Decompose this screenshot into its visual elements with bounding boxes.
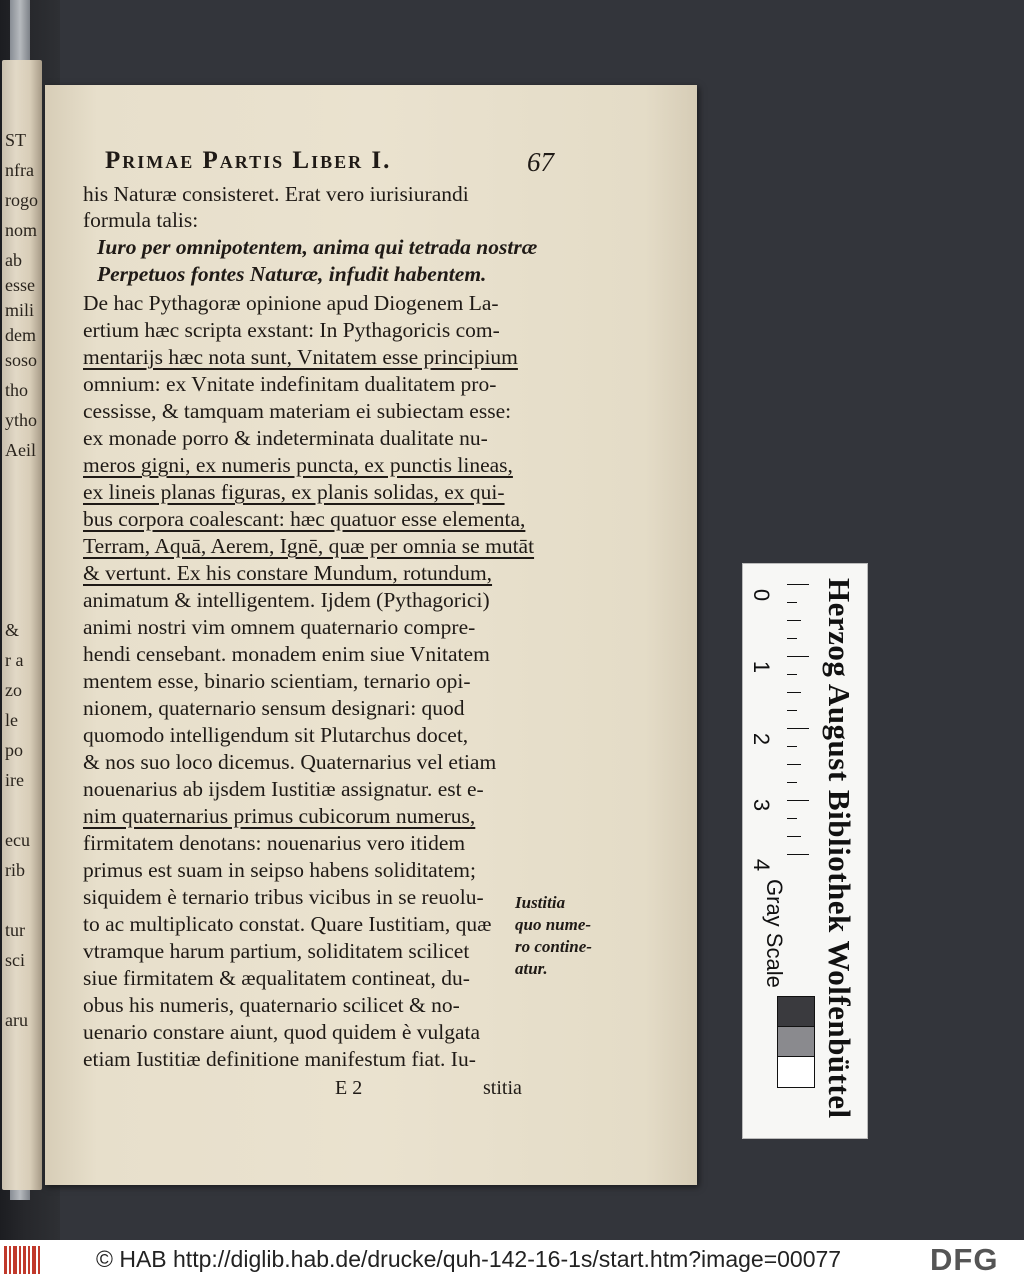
- text-line: Terram, Aquā, Aerem, Ignē, quæ per omnia se mutāt: [83, 534, 535, 558]
- ruler-number: 0: [749, 588, 775, 602]
- prev-page-fragment: ecu: [5, 830, 30, 850]
- ruler-tick: [787, 800, 809, 801]
- gray-swatch-dark: [777, 996, 815, 1028]
- prev-page-fragment: mili: [5, 300, 35, 320]
- text-line: etiam Iustitiæ definitione manifestum fiat. Iu-: [83, 1047, 476, 1071]
- prev-page-fragment: le: [5, 710, 18, 730]
- ruler-tick: [787, 764, 801, 765]
- gray-swatch-light: [777, 1056, 815, 1088]
- prev-page-fragment: soso: [5, 350, 38, 370]
- gray-swatch-mid: [777, 1026, 815, 1058]
- text-line: animatum & intelligentem. Ijdem (Pythagorici): [83, 588, 490, 612]
- ruler-tick: [787, 746, 797, 747]
- ruler-tick: [787, 818, 797, 819]
- ruler-tick: [787, 620, 801, 621]
- text-line: bus corpora coalescant: hæc quatuor esse elementa,: [83, 507, 526, 531]
- ruler-tick: [787, 710, 797, 711]
- ruler-tick: [787, 692, 801, 693]
- text-line: siquidem è ternario tribus vicibus in se reuolu-: [83, 885, 484, 909]
- text-line: & nos suo loco dicemus. Quaternarius vel etiam: [83, 750, 497, 774]
- prev-page-fragment: ST: [5, 130, 27, 150]
- ruler: [749, 574, 809, 988]
- ruler-tick: [787, 656, 809, 657]
- text-line: meros gigni, ex numeris puncta, ex punctis lineas,: [83, 453, 513, 477]
- library-name: Herzog August Bibliothek Wolfenbüttel: [822, 578, 857, 1119]
- scale-title: [813, 578, 857, 1128]
- prev-page-fragment: ire: [5, 770, 24, 790]
- ruler-number: 1: [749, 660, 775, 674]
- scale-bar: [742, 563, 868, 1139]
- prev-page-fragment: ytho: [5, 410, 38, 430]
- barcode-icon: [4, 1246, 42, 1274]
- page-number: 67: [527, 147, 554, 177]
- verse-line: Perpetuos fontes Naturæ, infudit habentem.: [97, 262, 487, 286]
- ruler-number: 3: [749, 798, 775, 812]
- prev-page-fragment: sci: [5, 950, 25, 970]
- text-line: siue firmitatem & æqualitatem contineat, du-: [83, 966, 470, 990]
- text-line: omnium: ex Vnitate indefinitam dualitatem pro-: [83, 372, 497, 396]
- text-line: nouenarius ab ijsdem Iustitiæ assignatur. est e-: [83, 777, 484, 801]
- prev-page-fragment: rib: [5, 860, 25, 880]
- gray-scale-label: Gray Scale: [762, 879, 787, 988]
- marginal-note: quo nume-: [515, 915, 592, 934]
- text-line: animi nostri vim omnem quaternario compre-: [83, 615, 476, 639]
- ruler-tick: [787, 836, 801, 837]
- prev-page-fragment: Aeil: [5, 440, 36, 460]
- ruler-number: 2: [749, 732, 775, 746]
- text-line: mentem esse, binario scientiam, ternario opi-: [83, 669, 471, 693]
- text-line: firmitatem denotans: nouenarius vero itidem: [83, 831, 466, 855]
- running-head: Primae Partis Liber I.: [105, 147, 392, 174]
- text-line: ertium hæc scripta exstant: In Pythagoricis com-: [83, 318, 500, 342]
- ruler-tick: [787, 674, 797, 675]
- prev-page-fragment: ab: [5, 250, 22, 270]
- ruler-tick: [787, 782, 797, 783]
- text-line: ex lineis planas figuras, ex planis solidas, ex qui-: [83, 480, 505, 504]
- marginal-note: Iustitia: [515, 893, 566, 912]
- ruler-tick: [787, 728, 809, 729]
- ruler-number: 4: [749, 858, 775, 872]
- ruler-tick: [787, 602, 797, 603]
- text-line: vtramque harum partium, soliditatem scilicet: [83, 939, 470, 963]
- prev-page-fragment: dem: [5, 325, 36, 345]
- signature-mark: E 2: [335, 1077, 363, 1099]
- ruler-tick: [787, 854, 809, 855]
- catchword: stitia: [483, 1077, 522, 1099]
- prev-page-fragment: tho: [5, 380, 29, 400]
- copyright-url[interactable]: © HAB http://diglib.hab.de/drucke/quh-142-16-1s/start.htm?image=00077: [96, 1246, 842, 1272]
- prev-page-fragment: rogo: [5, 190, 38, 210]
- book-page: [45, 85, 697, 1185]
- text-line: mentarijs hæc nota sunt, Vnitatem esse principium: [83, 345, 518, 369]
- ruler-tick: [787, 584, 809, 585]
- text-line: nim quaternarius primus cubicorum numerus,: [83, 804, 476, 828]
- prev-page-fragment: r a: [5, 650, 24, 670]
- marginal-note: ro contine-: [515, 937, 592, 956]
- text-line: his Naturæ consisteret. Erat vero iurisiurandi: [83, 182, 469, 206]
- prev-page-fragment: nom: [5, 220, 38, 240]
- prev-page-fragment: aru: [5, 1010, 28, 1030]
- marginal-note: atur.: [515, 959, 548, 978]
- previous-page-edge: [2, 60, 42, 1190]
- text-line: & vertunt. Ex his constare Mundum, rotundum,: [83, 561, 493, 585]
- text-line: uenario constare aiunt, quod quidem è vulgata: [83, 1020, 481, 1044]
- prev-page-fragment: tur: [5, 920, 25, 940]
- ruler-tick: [787, 638, 797, 639]
- text-line: ex monade porro & indeterminata dualitate nu-: [83, 426, 488, 450]
- text-line: nionem, quaternario sensum designari: quod: [83, 696, 465, 720]
- text-line: quomodo intelligendum sit Plutarchus docet,: [83, 723, 469, 747]
- prev-page-fragment: &: [5, 620, 20, 640]
- page-text: [45, 85, 697, 1185]
- prev-page-fragment: nfra: [5, 160, 34, 180]
- text-line: obus his numeris, quaternario scilicet & no-: [83, 993, 460, 1017]
- text-line: formula talis:: [83, 208, 199, 232]
- dfg-logo: DFG: [930, 1242, 999, 1277]
- verse-line: Iuro per omnipotentem, anima qui tetrada nostræ: [97, 235, 538, 259]
- text-line: De hac Pythagoræ opinione apud Diogenem La-: [83, 291, 499, 315]
- text-line: to ac multiplicato constat. Quare Iustitiam, quæ: [83, 912, 492, 936]
- text-line: cessisse, & tamquam materiam ei subiectam esse:: [83, 399, 512, 423]
- text-line: hendi censebant. monadem enim siue Vnitatem: [83, 642, 490, 666]
- footer-bar: [0, 1240, 1024, 1280]
- text-line: primus est suam in seipso habens soliditatem;: [83, 858, 476, 882]
- prev-page-fragment: zo: [5, 680, 22, 700]
- prev-page-fragment: po: [5, 740, 23, 760]
- prev-page-fragment: esse: [5, 275, 35, 295]
